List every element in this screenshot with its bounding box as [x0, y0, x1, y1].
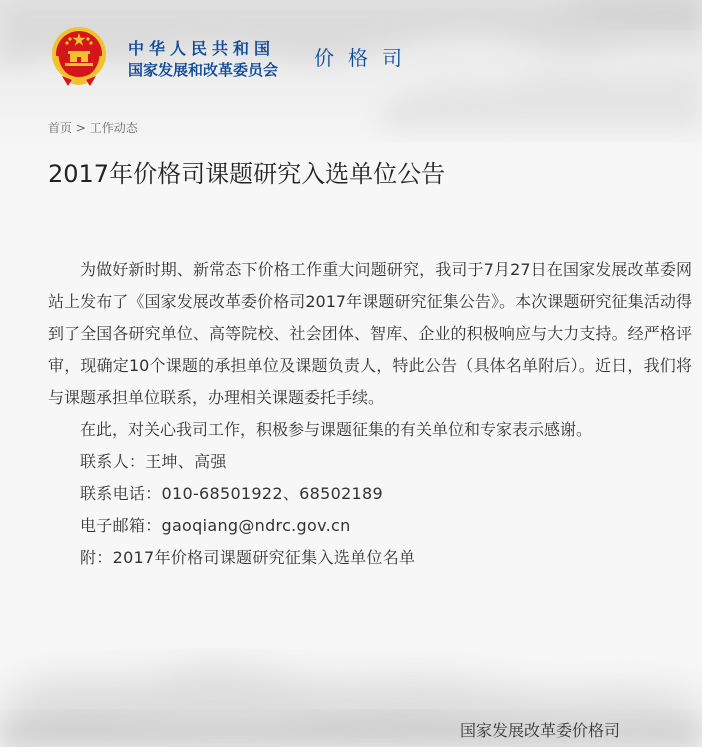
- breadcrumb-separator: >: [75, 121, 86, 135]
- contact-email: 电子邮箱：gaoqiang@ndrc.gov.cn: [80, 516, 351, 535]
- org-name-full: 国家发展和改革委员会: [128, 61, 279, 79]
- article-body: [48, 254, 692, 574]
- national-emblem-icon: [48, 24, 110, 88]
- department-name[interactable]: 价格司: [314, 46, 416, 70]
- contact-person: 联系人：王坤、高强: [80, 452, 227, 471]
- article-signature: 国家发展改革委价格司: [460, 721, 621, 740]
- article-title: 2017年价格司课题研究入选单位公告: [48, 160, 446, 188]
- article-paragraph: 为做好新时期、新常态下价格工作重大问题研究，我司于7月27日在国家发展改革委网站上发布了《国家发展改革委价格司2017年课题研究征集公告》。本次课题研究征集活动得到了全国各研究单位、高等院校、社会团体、智库、企业的积极响应与大力支持。经严格评审，现确定10个课题的承担单位及课题负责人，特此公告（具体名单附后）。近日，我们将与课题承担单位联系，办理相关课题委托手续。: [48, 260, 692, 407]
- contact-phone: 联系电话：010-68501922、68502189: [80, 484, 383, 503]
- breadcrumb-section-link[interactable]: 工作动态: [89, 121, 138, 135]
- breadcrumb: [48, 119, 138, 136]
- site-header: [0, 0, 702, 100]
- org-name-cn: 中华人民共和国: [128, 39, 276, 58]
- article-paragraph: 在此，对关心我司工作，积极参与课题征集的有关单位和专家表示感谢。: [80, 420, 593, 439]
- breadcrumb-home-link[interactable]: 首页: [48, 121, 73, 135]
- attachment-link[interactable]: 附：2017年价格司课题研究征集入选单位名单: [80, 548, 416, 567]
